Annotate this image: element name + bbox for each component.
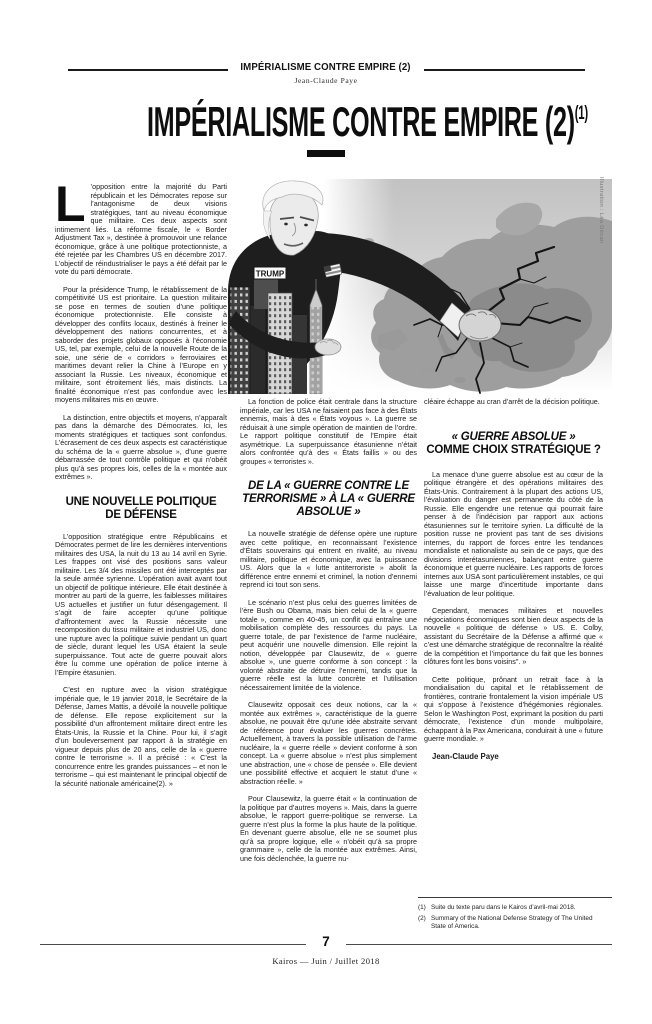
article-column-1 [55,176,227,797]
journal-footer: Kairos — Juin / Juillet 2018 [272,956,380,966]
illustration-credit: Illustration : Léa Décan [598,177,604,244]
paragraph: L’opposition stratégique entre Républicains et Démocrates permet de lire les dernières interventions militaires des USA, la nuit du 13 au 14 avril en Syrie. Les frappes ont visé des positions sans valeur militaire. Les 3/4 des missiles ont été interceptés par la seule armée syrienne. L’opération avait avant tout un objectif de politique intérieure. Elle était destinée à montrer au parti de la guerre, les faiblesses militaires US actuelles et justifier un futur désengagement. Il s’agit de faire accepter qu’une politique d’affrontement avec la Russie nécessite une recomposition du tissu militaire et industriel US, donc une rupture avec la politique suivie pendant un quart de siècle, durant lequel les USA étaient la seule superpuissance. Tout acte de guerre pouvait alors être lu comme une opération de police interne à l’Empire étasunien. [55,531,227,677]
article-column-2 [240,398,417,872]
page-number: 7 [322,934,330,949]
footnote-item [418,904,608,912]
heading-line-italic: « GUERRE ABSOLUE » [451,430,576,443]
paragraph: Le scénario n’est plus celui des guerres limitées de l’ère Bush ou Obama, mais bien celui de la « guerre totale », comme en 40-45, un conflit qui entraîne une mobilisation complète des ressources du pays. La guerre totale, de par l’existence de l’arme nucléaire, peut acquérir une nouvelle dimension. Elle rejoint la notion, développée par Clausewitz, de « guerre absolue », une guerre conforme à son concept : la volonté abstraite de détruire l’ennemi, tandis que la guerre réelle est la lutte concrète et l’utilisation nécessairement limitée de la violence. [240,597,417,692]
left-hand [315,339,341,355]
heading-line-upright: COMME CHOIX STRATÉGIQUE ? [426,443,601,456]
footnote-number: (2) [418,915,426,923]
paragraph: Pour la présidence Trump, le rétablissement de la compétitivité US est prioritaire. La question militaire se pose en termes de soutien d’une politique économique protectionniste. Elle consiste à développer des conflits locaux, destinés à freiner le développement des nations concurrentes, et à saborder des projets globaux opposés à l’économie US, tel, par exemple, celui de la nouvelle Route de la soie, une série de « corridors » ferroviaires et maritimes devant relier la Chine à l’Europe en y associant la Russie. Les niveaux, économique et militaire, sont étroitement liés, mais distincts. La finalité économique n’est pas confondue avec les moyens militaires mis en œuvre. [55,284,227,404]
paragraph: La menace d’une guerre absolue est au cœur de la politique étrangère et des opérations militaires des États-Unis. Contrairement à la plupart des actions US, l’évaluation du danger est permanente du côté de la Russie. Elle engendre une retenue qui pourrait faire penser à de l’indécision par rapport aux actions étasuniennes sur le territoire syrien. La difficulté de la position russe ne provient pas tant de ses divisions internes, du rapport de forces entre les tendances mondialiste et nationaliste au sein de ce pays, que des divisions interétasuniennes, balançant entre guerre économique et guerre nucléaire. Les rapports de forces internes aux USA sont particulièrement instables, ce qui laisse une marge d’incertitude importante dans l’évaluation de leur politique. [424,469,603,598]
title-text: IMPÉRIALISME CONTRE EMPIRE (2) [146,98,575,145]
svg-text:TRUMP: TRUMP [255,269,285,279]
illustration-canvas [228,175,612,394]
paragraph: La distinction, entre objectifs et moyens, n’apparaît pas dans la démarche des Démocrates. Ici, les moments stratégiques et tactiques sont confondus. L’écrasement de ces deux aspects est caractéristique du schéma de la « guerre absolue », d’une guerre débarrassée de tout contrôle politique et qui n’obéit plus qu’à ses propres lois, celles de la « montée aux extrêmes ». [55,412,227,481]
trump-sign [254,267,286,279]
paragraph: C’est en rupture avec la vision stratégique impériale que, le 19 janvier 2018, le Secrétaire de la Défense, James Mattis, a dévoilé la nouvelle politique de défense. Elle repose explicitement sur la possibilité d’un affrontement militaire direct entre les États-Unis, la Russie et la Chine. Pour lui, il s’agit d’un bouleversement par rapport à la stratégie en vigueur depuis plus de 20 ans, celle de la « guerre contre le terrorisme ». Il a précisé : « C’est la concurrence entre les grandes puissances – et non le terrorisme – qui est maintenant le principal objectif de la sécurité nationale américaine(2). » [55,685,227,788]
footnote-text: Summary of the National Defense Strategy of The United State of America. [431,915,593,931]
paragraph: Pour Clausewitz, la guerre était « la continuation de la politique par d’autres moyens ». Mais, dans la guerre absolue, le rapport guerre-politique se renverse. La guerre n’est plus la forme la plus haute de la politique. En devenant guerre absolue, elle ne se soumet plus qu’à sa propre logique, elle « n’obéit qu’à sa propre grammaire », celle de la montée aux extrêmes. Ainsi, une fois déclenchée, la guerre nu- [240,794,417,863]
author-signature: Jean-Claude Paye [432,751,499,761]
paragraph: La fonction de police était centrale dans la structure impériale, car les USA ne faisaient pas face à des États ennemis, mais à des « États voyous ». La guerre se réduisait à une simple opération de maintien de l’ordre. Le rapport politique constitutif de l’Empire était asymétrique. La superpuissance étasunienne n’était alors confrontée qu’à des « États faillis » ou des groupes « terroristes ». [240,397,417,466]
section-heading-defense: UNE NOUVELLE POLITIQUE DE DÉFENSE [65,495,217,521]
trump-illustration [228,175,612,394]
footnote-text: Suite du texte paru dans le Kairos d’avril-mai 2018. [431,904,576,911]
paragraph: La nouvelle stratégie de défense opère une rupture avec cette politique, en reconnaissant l’existence d’États souverains qui entrent en rivalité, au niveau militaire, politique et économique, avec la puissance US. Alors que la « lutte antiterroriste » abolit la différence entre ennemi et criminel, la notion d’ennemi reprend ici tout son sens. [240,529,417,589]
author-byline: Jean-Claude Paye [294,76,358,85]
footnote-number: (1) [418,904,426,911]
footnote-rule [418,897,612,898]
title-footnote-marker: (1) [574,103,588,124]
paragraph: cléaire échappe au cran d’arrêt de la décision politique. [424,397,600,406]
section-heading-guerre-absolue: DE LA « GUERRE CONTRE LE TERRORISME » À LA « GUERRE ABSOLUE » [242,480,415,518]
paragraph: Clausewitz opposait ces deux notions, car la « montée aux extrêmes », caractéristique de la guerre absolue, ne pouvait être qu’une idée abstraite servant de référence pour évaluer les guerres concrètes. Actuellement, à travers la possible utilisation de l’arme nucléaire, la « guerre réelle » devient conforme à son concept. La « guerre absolue » n’est plus simplement une abstraction, une « chose de pensée ». Elle devient une possibilité effective et acquiert le statut d’une « abstraction réelle. » [240,700,417,786]
paragraph: Cette politique, prônant un retrait face à la mondialisation du capital et le rétablissement de frontières, contrarie frontalement la vision impériale US qui s’oppose à l’existence d’hégémonies régionales. Selon le Washington Post, exprimant la position du parti démocrate, l’existence d’un monde multipolaire, échappant à la Pax Americana, conduirait à une « future guerre mondiale. » [424,674,604,743]
article-kicker [0,62,652,72]
fist [459,309,501,341]
kicker-text: IMPÉRIALISME CONTRE EMPIRE (2) [240,61,412,73]
footnotes [418,904,608,934]
paragraph: Cependant, menaces militaires et nouvelles négociations économiques sont bien deux aspects de la nouvelle « politique de défense » US. E. Colby, assistant du Secrétaire de la Défense a affirmé que « c’est une démarche stratégique de reconnaître la réalité de la compétition et l’importance du fait que les bonnes clôtures font les bons voisins". » [424,606,603,666]
page-title [0,94,652,144]
footnote-item [418,915,608,931]
section-heading-choix-strategique [426,431,601,457]
title-underline-bar [307,150,345,157]
article-column-3 [424,398,603,770]
paragraph: L ’opposition entre la majorité du Parti républicain et les Démocrates repose sur l’antagonisme de deux visions stratégiques, tant au niveau économique que militaire. Ces deux aspects sont intimement liés. La réforme fiscale, le « Border Adjustment Tax », destinée à promouvoir une relance économique, grâce à une politique protectionniste, a été rejetée par les Chambres US en décembre 2017. L’objectif de réindustrialiser le pays a été défait par le vote du parti démocrate. [55,176,227,276]
drop-cap: L [55,176,86,232]
